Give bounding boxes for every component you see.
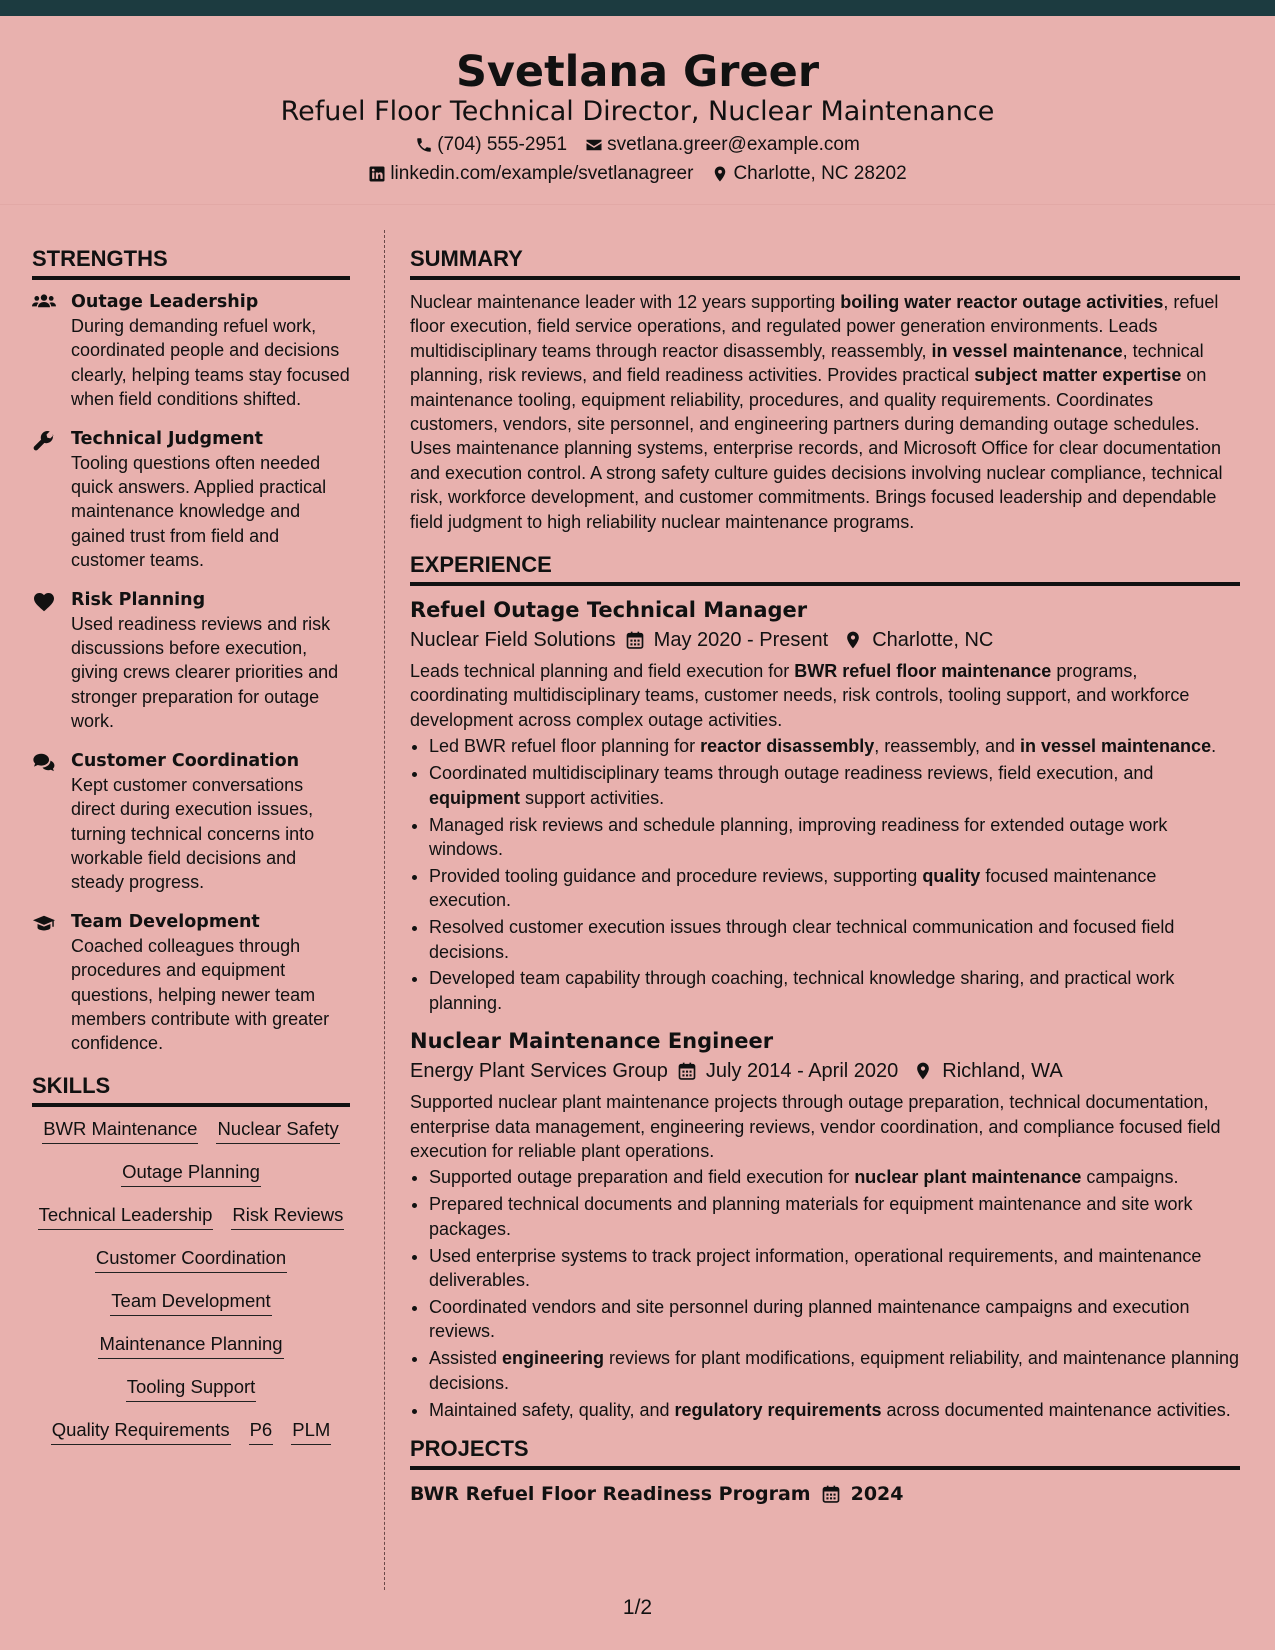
map-pin-icon: [843, 630, 863, 650]
calendar-icon-wrap: [625, 630, 645, 650]
top-accent-bar: [0, 0, 1275, 16]
text-run: reviews for plant modifications, equipment reliability, and maintenance planning decisions.: [429, 1348, 1240, 1393]
job-title: Nuclear Maintenance Engineer: [410, 1029, 774, 1054]
skill-tag: Tooling Support: [126, 1375, 257, 1402]
skills-list: [32, 1117, 350, 1445]
bold-phrase: regulatory requirements: [674, 1399, 882, 1420]
skills-heading: SKILLS: [32, 1071, 350, 1107]
text-run: Leads technical planning and field execution for: [410, 661, 795, 682]
job-description: [410, 659, 1240, 732]
bold-phrase: quality: [922, 865, 981, 886]
envelope-icon: [585, 136, 603, 154]
phone-item: [415, 133, 567, 157]
phone-icon: [415, 136, 433, 154]
location-item: [711, 162, 906, 186]
skill-row: [32, 1289, 350, 1316]
strength-item: [32, 749, 350, 895]
strengths-heading: STRENGTHS: [32, 244, 350, 280]
text-run: support activities.: [520, 787, 665, 808]
company-name: Energy Plant Services Group: [410, 1060, 668, 1083]
bullet-item: [429, 1295, 1240, 1344]
strength-item: [32, 427, 350, 573]
experience-heading: EXPERIENCE: [410, 550, 1240, 586]
skill-tag: Maintenance Planning: [98, 1332, 283, 1359]
projects-heading: PROJECTS: [410, 1434, 1240, 1470]
map-pin-icon: [913, 1061, 933, 1081]
strength-description: During demanding refuel work, coordinated people and decisions clearly, helping teams stay focused when field conditions shifted.: [71, 316, 350, 410]
strength-item: [32, 910, 350, 1056]
phone-text: (704) 555-2951: [437, 134, 568, 155]
bold-phrase: BWR refuel floor maintenance: [794, 661, 1052, 682]
skill-tag: P6: [249, 1418, 274, 1445]
job-location: Richland, WA: [942, 1060, 1063, 1083]
text-run: Resolved customer execution issues through clear technical communication and focused field decisions.: [429, 917, 1175, 962]
skill-row: [32, 1160, 350, 1187]
bullet-item: [429, 1346, 1240, 1395]
users-icon: [32, 292, 56, 312]
skill-tag: Risk Reviews: [231, 1203, 344, 1230]
bold-phrase: boiling water reactor outage activities: [840, 292, 1164, 312]
skill-tag: Quality Requirements: [51, 1418, 231, 1445]
strength-name: Outage Leadership: [71, 292, 259, 312]
strength-description: Used readiness reviews and risk discussions before execution, giving crews clearer priorities and stronger preparation for outage work.: [71, 613, 339, 732]
calendar-icon: [677, 1061, 697, 1081]
project-entry: [410, 1480, 1240, 1508]
skill-tag: Nuclear Safety: [216, 1117, 339, 1144]
projects-list: [410, 1480, 1240, 1508]
bold-phrase: nuclear plant maintenance: [854, 1167, 1082, 1188]
strength-name: Technical Judgment: [71, 428, 263, 449]
text-run: campaigns.: [1081, 1167, 1179, 1188]
text-run: Provided tooling guidance and procedure reviews, supporting: [429, 865, 923, 886]
location-text: Charlotte, NC 28202: [733, 163, 907, 184]
text-run: across documented maintenance activities.: [881, 1399, 1231, 1420]
comments-icon: [32, 751, 56, 771]
skill-row: [32, 1246, 350, 1273]
email-text[interactable]: svetlana.greer@example.com: [607, 134, 860, 155]
strength-item: [32, 588, 350, 734]
heart-icon: [32, 590, 56, 610]
text-run: Assisted: [429, 1348, 503, 1369]
candidate-name: Svetlana Greer: [455, 47, 820, 97]
bullet-item: [429, 761, 1240, 810]
skill-row: [32, 1117, 350, 1144]
text-run: , technical planning, risk reviews, and field readiness activities. Provides practical: [410, 340, 1204, 386]
bullet-item: [429, 864, 1240, 913]
bullet-item: [429, 734, 1240, 758]
text-run: Managed risk reviews and schedule planning, improving readiness for extended outage work windows.: [429, 814, 1168, 859]
linkedin-icon: [368, 165, 386, 183]
text-run: Coordinated multidisciplinary teams through outage readiness reviews, field execution, and: [429, 763, 1154, 784]
bullet-item: [429, 966, 1240, 1015]
bullet-item: [429, 1165, 1240, 1189]
strength-name: Customer Coordination: [71, 750, 300, 771]
left-column: [32, 244, 350, 1461]
job-entry: [410, 1027, 1240, 1422]
skill-tag: BWR Maintenance: [42, 1117, 198, 1144]
job-title: Refuel Outage Technical Manager: [410, 598, 808, 623]
skill-tag: Customer Coordination: [95, 1246, 287, 1273]
skill-row: [32, 1418, 350, 1445]
skill-tag: Team Development: [110, 1289, 271, 1316]
project-name: BWR Refuel Floor Readiness Program: [410, 1483, 811, 1506]
candidate-title: Refuel Floor Technical Director, Nuclear Maintenance: [280, 96, 995, 127]
job-bullets: [410, 734, 1240, 1015]
column-divider: [384, 230, 385, 1590]
calendar-icon: [821, 1484, 841, 1504]
contact-row-1: [0, 133, 1275, 157]
bullet-item: [429, 1192, 1240, 1241]
summary-text: [410, 290, 1240, 534]
strength-name: Risk Planning: [71, 589, 206, 610]
bold-phrase: engineering: [502, 1348, 605, 1369]
page-number: 1/2: [622, 1596, 653, 1619]
text-run: Developed team capability through coaching, technical knowledge sharing, and practical work planning.: [429, 968, 1175, 1013]
text-run: on maintenance tooling, equipment reliability, procedures, and quality requirements. Coordinates customers, vendors, site personnel, and engineering partners during demanding outage schedules. Uses maintenance planning systems, enterprise records, and Microsoft Office for clear documentation and execution control. A strong safety culture guides decisions involving nuclear compliance, technical risk, workforce development, and customer commitments. Brings focused leadership and dependable field judgment to high reliability nuclear maintenance programs.: [410, 365, 1223, 532]
text-run: programs, coordinating multidisciplinary teams, customer needs, risk controls, tooling support, and workforce development across complex outage activities.: [410, 661, 1190, 730]
wrench-icon: [32, 429, 56, 449]
summary-heading: SUMMARY: [410, 244, 1240, 280]
calendar-icon-wrap: [821, 1484, 841, 1504]
skill-row: [32, 1203, 350, 1230]
company-name: Nuclear Field Solutions: [410, 629, 616, 652]
text-run: Led BWR refuel floor planning for: [429, 736, 701, 757]
job-meta: [410, 1056, 1240, 1086]
bullet-item: [429, 813, 1240, 862]
bullet-item: [429, 1244, 1240, 1293]
resume-header: [0, 16, 1275, 205]
map-pin-icon-wrap: [843, 630, 863, 650]
strength-name: Team Development: [71, 911, 260, 932]
text-run: Coordinated vendors and site personnel during planned maintenance campaigns and execution reviews.: [429, 1297, 1190, 1342]
job-description: [410, 1090, 1240, 1163]
text-run: Prepared technical documents and planning materials for equipment maintenance and site work packages.: [429, 1194, 1193, 1239]
job-location: Charlotte, NC: [872, 629, 994, 652]
bold-phrase: equipment: [429, 787, 521, 808]
text-run: Supported outage preparation and field execution for: [429, 1167, 855, 1188]
calendar-icon-wrap: [677, 1061, 697, 1081]
skill-row: [32, 1375, 350, 1402]
bold-phrase: in vessel maintenance: [1019, 736, 1212, 757]
linkedin-text[interactable]: linkedin.com/example/svetlanagreer: [390, 163, 694, 184]
text-run: Nuclear maintenance leader with 12 years supporting: [410, 292, 841, 312]
strengths-list: [32, 290, 350, 1056]
text-run: , refuel floor execution, field service operations, and regulated power generation environments. Leads multidisciplinary teams through reactor disassembly, reassembly,: [410, 292, 1219, 361]
graduation-cap-icon: [32, 912, 56, 932]
text-run: Supported nuclear plant maintenance projects through outage preparation, technical documentation, enterprise data management, engineering reviews, vendor coordination, and compliance focused field execution for reliable plant operations.: [410, 1092, 1221, 1162]
bullet-item: [429, 1398, 1240, 1422]
calendar-icon: [625, 630, 645, 650]
skill-tag: PLM: [291, 1418, 331, 1445]
strength-description: Coached colleagues through procedures and equipment questions, helping newer team members contribute with greater confidence.: [71, 935, 330, 1054]
strength-description: Tooling questions often needed quick answers. Applied practical maintenance knowledge and gained trust from field and customer teams.: [71, 452, 327, 571]
strength-description: Kept customer conversations direct during execution issues, turning technical concerns into workable field decisions and steady progress.: [71, 774, 315, 893]
bold-phrase: subject matter expertise: [974, 365, 1182, 386]
job-meta: [410, 625, 1240, 655]
right-column: [410, 244, 1240, 1508]
text-run: Maintained safety, quality, and: [429, 1399, 675, 1420]
job-bullets: [410, 1165, 1240, 1422]
contact-row-2: [0, 162, 1275, 186]
map-pin-icon: [711, 165, 729, 183]
text-run: Used enterprise systems to track project information, operational requirements, and maintenance deliverables.: [429, 1245, 1202, 1291]
skill-tag: Technical Leadership: [38, 1203, 214, 1230]
text-run: focused maintenance execution.: [429, 865, 1157, 911]
job-dates: May 2020 - Present: [653, 629, 829, 652]
jobs-list: [410, 596, 1240, 1422]
text-run: , reassembly, and: [874, 736, 1020, 757]
job-entry: [410, 596, 1240, 1015]
job-dates: July 2014 - April 2020: [705, 1060, 899, 1083]
bullet-item: [429, 915, 1240, 964]
skill-row: [32, 1332, 350, 1359]
skill-tag: Outage Planning: [121, 1160, 261, 1187]
email-item[interactable]: [585, 133, 860, 157]
linkedin-item[interactable]: [368, 162, 693, 186]
text-run: .: [1211, 736, 1217, 757]
bold-phrase: reactor disassembly: [700, 736, 875, 757]
map-pin-icon-wrap: [913, 1061, 933, 1081]
strength-item: [32, 290, 350, 412]
project-year: 2024: [850, 1483, 904, 1506]
bold-phrase: in vessel maintenance: [931, 340, 1123, 361]
